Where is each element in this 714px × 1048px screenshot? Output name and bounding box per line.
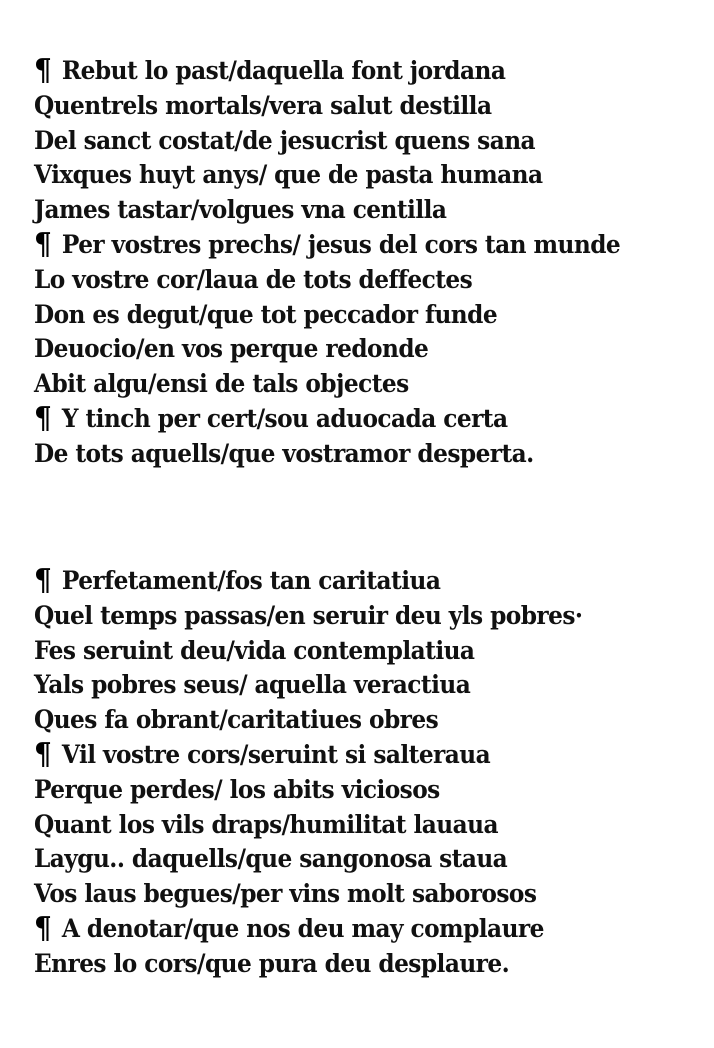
verse-text: Quel temps passas/en seruir deu yls pobres· — [34, 600, 583, 630]
verse-line — [34, 89, 620, 124]
pilcrow-mark: ¶ — [34, 563, 52, 598]
verse-text: Abit algu/ensi de tals objectes — [34, 369, 409, 399]
verse-line — [34, 947, 582, 982]
verse-text: Don es degut/que tot peccador funde — [34, 299, 498, 329]
verse-text: Yals pobres seus/ aquella veractiua — [34, 670, 471, 700]
verse-line — [34, 634, 582, 669]
verse-text: Rebut lo past/daquella font jordana — [61, 56, 506, 85]
verse-text: Quentrels mortals/vera salut destilla — [34, 90, 492, 120]
verse-line — [34, 54, 620, 89]
verse-text: A denotar/que nos deu may complaure — [61, 913, 544, 943]
verse-text: Ques fa obrant/caritatiues obres — [34, 705, 439, 735]
verse-text: Vixques huyt anys/ que de pasta humana — [34, 160, 543, 190]
pilcrow-mark: ¶ — [34, 400, 52, 436]
pilcrow-mark: ¶ — [34, 910, 52, 946]
verse-line — [34, 773, 582, 808]
verse-text: Vil vostre cors/seruint si salteraua — [61, 739, 491, 769]
verse-line — [34, 367, 620, 402]
verse-line — [34, 599, 582, 634]
verse-line — [34, 912, 582, 947]
verse-line — [34, 703, 582, 738]
verse-line — [34, 877, 582, 912]
pilcrow-mark: ¶ — [34, 736, 52, 772]
verse-line — [34, 124, 620, 159]
verse-line — [34, 193, 620, 228]
verse-line — [34, 158, 620, 193]
verse-line — [34, 668, 582, 703]
verse-text: Lo vostre cor/laua de tots deffectes — [34, 264, 473, 294]
verse-line — [34, 228, 620, 263]
verse-text: Enres lo cors/que pura deu desplaure. — [34, 948, 510, 978]
verse-line — [34, 808, 582, 843]
stanza-1 — [34, 54, 664, 472]
verse-line — [34, 332, 620, 367]
pilcrow-mark: ¶ — [34, 226, 52, 262]
verse-line — [34, 738, 582, 773]
verse-text: Perque perdes/ los abits viciosos — [34, 774, 440, 804]
verse-text: James tastar/volgues vna centilla — [34, 195, 447, 225]
verse-text: Laygu.. daquells/que sangonosa staua — [34, 844, 508, 874]
verse-line — [34, 564, 582, 599]
verse-text: Perfetament/fos tan caritatiua — [61, 566, 441, 595]
verse-line — [34, 437, 620, 472]
verse-text: Per vostres prechs/ jesus del cors tan munde — [61, 229, 621, 259]
verse-line — [34, 402, 620, 437]
verse-text: De tots aquells/que vostramor desperta. — [34, 438, 534, 468]
verse-text: Quant los vils draps/humilitat lauaua — [34, 809, 498, 839]
verse-text: Vos laus begues/per vins molt saborosos — [34, 879, 537, 909]
verse-text: Deuocio/en vos perque redonde — [34, 334, 429, 364]
verse-line — [34, 842, 582, 877]
verse-text: Fes seruint deu/vida contemplatiua — [34, 635, 475, 665]
verse-text: Del sanct costat/de jesucrist quens sana — [34, 125, 536, 155]
verse-line — [34, 298, 620, 333]
verse-text: Y tinch per cert/sou aduocada certa — [61, 403, 508, 433]
pilcrow-mark: ¶ — [34, 53, 52, 88]
stanza-2 — [34, 564, 624, 982]
verse-line — [34, 263, 620, 298]
